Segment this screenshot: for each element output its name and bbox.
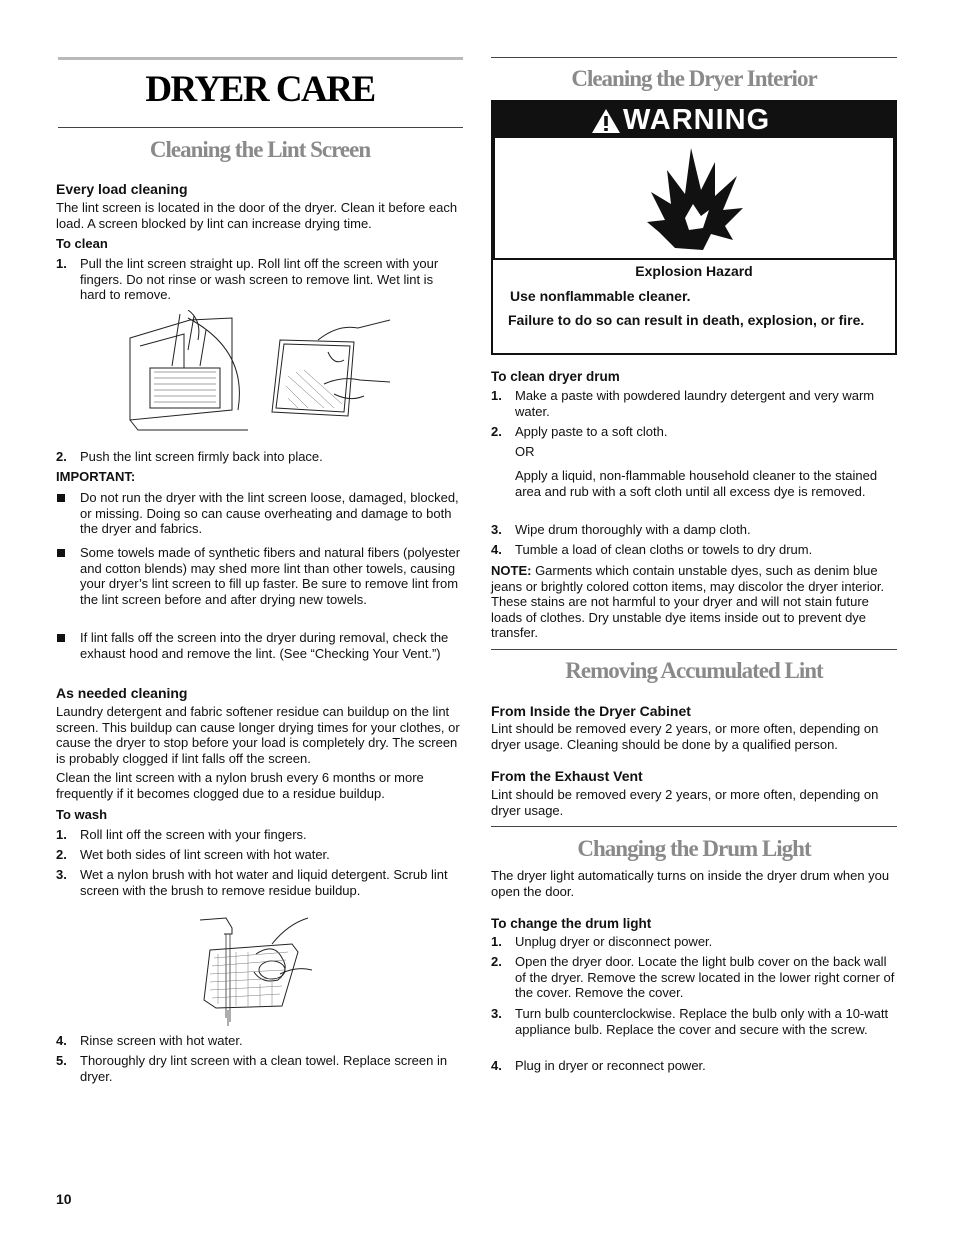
step-text: Unplug dryer or disconnect power. xyxy=(515,934,713,949)
note-label: NOTE: xyxy=(491,563,532,578)
bullet-text: If lint falls off the screen into the dryer during removal, check the exhaust hood and remove the lint. (See “Checking Your Vent.”) xyxy=(80,630,449,661)
square-bullet-icon xyxy=(57,549,65,557)
as-needed-text-2: Clean the lint screen with a nylon brush every 6 months or more frequently if it becomes clogged due to a residue buildup. xyxy=(56,770,424,801)
as-needed-text: Laundry detergent and fabric softener residue can buildup on the lint screen. This buildup can cause longer drying times for your clothes, or cause the dryer to stop before your load is completely dry. The screen is probably clogged if lint falls off the screen. xyxy=(56,704,460,766)
drum-light-text: The dryer light automatically turns on inside the dryer drum when you open the door. xyxy=(491,868,890,899)
step-number: 3. xyxy=(491,522,502,537)
step-number: 2. xyxy=(491,424,502,439)
step-number: 1. xyxy=(56,256,67,271)
step-number: 3. xyxy=(56,867,67,882)
top-rule-right xyxy=(491,57,897,58)
to-wash-label: To wash xyxy=(56,807,108,822)
warning-box xyxy=(491,100,897,355)
section-rule xyxy=(491,649,897,650)
alt-method-text: Apply a liquid, non-flammable household cleaner to the stained area and rub with a soft cloth until all excess dye is removed. xyxy=(515,468,878,499)
list-item xyxy=(491,522,897,538)
step-text: Push the lint screen firmly back into place. xyxy=(80,449,323,464)
step-text: Open the dryer door. Locate the light bulb cover on the back wall of the dryer. Remove the screw located in the lower right corner of the cover. Remove the cover. xyxy=(515,954,895,1000)
step-number: 5. xyxy=(56,1053,67,1068)
list-item xyxy=(491,934,897,950)
step-text: Turn bulb counterclockwise. Replace the bulb only with a 10-watt appliance bulb. Replace the cover and secure with the screw. xyxy=(515,1006,889,1037)
bullet-item xyxy=(56,490,462,538)
step-number: 2. xyxy=(56,449,67,464)
hazard-title: Explosion Hazard xyxy=(635,263,753,279)
step-text: Apply paste to a soft cloth. xyxy=(515,424,668,439)
lint-screen-removal-illustration xyxy=(128,310,394,440)
as-needed-heading: As needed cleaning xyxy=(56,685,188,701)
step-text: Tumble a load of clean cloths or towels to dry drum. xyxy=(515,542,813,557)
step-text: Rinse screen with hot water. xyxy=(80,1033,243,1048)
or-text: OR xyxy=(515,444,535,459)
step-text: Pull the lint screen straight up. Roll lint off the screen with your fingers. Do not rinse or wash screen to remove lint. Wet lint is hard to remove. xyxy=(80,256,439,302)
list-item xyxy=(491,424,897,440)
every-load-heading: Every load cleaning xyxy=(56,181,188,197)
square-bullet-icon xyxy=(57,634,65,642)
section-rule xyxy=(491,826,897,827)
accumulated-heading: Removing Accumulated Lint xyxy=(565,658,823,683)
bullet-text: Some towels made of synthetic fibers and natural fibers (polyester and cotton blends) may shed more lint than other towels, causing your dryer’s lint screen to fill up faster. Be sure to remove lint from the lint screen before and after drying new towels. xyxy=(80,545,461,607)
step-number: 4. xyxy=(56,1033,67,1048)
lint-screen-heading: Cleaning the Lint Screen xyxy=(149,137,371,162)
important-label: IMPORTANT: xyxy=(56,469,136,484)
drum-light-label: To change the drum light xyxy=(491,916,652,931)
step-text: Wet a nylon brush with hot water and liquid detergent. Scrub lint screen with the brush to remove residue buildup. xyxy=(80,867,448,898)
step-number: 1. xyxy=(56,827,67,842)
list-item xyxy=(56,827,462,843)
list-item xyxy=(491,1058,897,1074)
warning-word: WARNING xyxy=(623,104,771,136)
page-title: DRYER CARE xyxy=(145,69,375,110)
list-item xyxy=(56,256,462,304)
list-item xyxy=(56,1053,462,1085)
note-text: Garments which contain unstable dyes, such as denim blue jeans or brightly colored cotton items, may discolor the dryer interior. These stains are not harmful to your dryer and will not stain future loads of clothes. Dry unstable dye items inside out to prevent dye transfer. xyxy=(491,563,885,640)
explosion-icon xyxy=(645,148,745,252)
step-number: 2. xyxy=(491,954,502,969)
note-paragraph xyxy=(491,563,897,641)
bullet-text: Do not run the dryer with the lint screen loose, damaged, blocked, or missing. Doing so can cause overheating and damage to both the dryer and fabrics. xyxy=(80,490,459,536)
bullet-item xyxy=(56,545,462,625)
cabinet-text: Lint should be removed every 2 years, or more often, depending on dryer usage. Cleaning should be done by a qualified person. xyxy=(491,721,879,752)
step-text: Plug in dryer or reconnect power. xyxy=(515,1058,706,1073)
warning-triangle-icon xyxy=(591,108,621,134)
step-number: 4. xyxy=(491,1058,502,1073)
warning-line-1: Use nonflammable cleaner. xyxy=(510,288,691,304)
square-bullet-icon xyxy=(57,494,65,502)
step-text: Wipe drum thoroughly with a damp cloth. xyxy=(515,522,751,537)
cabinet-heading: From Inside the Dryer Cabinet xyxy=(491,703,691,719)
vent-text: Lint should be removed every 2 years, or more often, depending on dryer usage. xyxy=(491,787,879,818)
step-number: 1. xyxy=(491,934,502,949)
step-number: 4. xyxy=(491,542,502,557)
to-clean-label: To clean xyxy=(56,236,108,251)
step-text: Wet both sides of lint screen with hot water. xyxy=(80,847,330,862)
lint-screen-washing-illustration xyxy=(196,914,312,1028)
step-text: Thoroughly dry lint screen with a clean towel. Replace screen in dryer. xyxy=(80,1053,448,1084)
top-rule-left xyxy=(58,57,463,60)
list-item xyxy=(491,542,897,558)
drum-label: To clean dryer drum xyxy=(491,369,620,384)
warning-line-2: Failure to do so can result in death, explosion, or fire. xyxy=(508,312,865,328)
list-item xyxy=(491,954,897,1002)
page-number: 10 xyxy=(56,1191,72,1207)
list-item xyxy=(56,449,462,465)
warning-header xyxy=(493,102,895,138)
step-number: 2. xyxy=(56,847,67,862)
drum-light-heading: Changing the Drum Light xyxy=(577,836,811,861)
list-item xyxy=(491,1006,897,1054)
list-item xyxy=(491,388,897,420)
every-load-text: The lint screen is located in the door of the dryer. Clean it before each load. A screen blocked by lint can increase drying time. xyxy=(56,200,458,231)
step-text: Roll lint off the screen with your fingers. xyxy=(80,827,307,842)
step-number: 1. xyxy=(491,388,502,403)
vent-heading: From the Exhaust Vent xyxy=(491,768,643,784)
section-rule xyxy=(58,127,463,128)
bullet-item xyxy=(56,630,462,678)
list-item xyxy=(56,847,462,863)
step-number: 3. xyxy=(491,1006,502,1021)
warning-symbol-panel xyxy=(493,138,895,260)
step-text: Make a paste with powdered laundry detergent and very warm water. xyxy=(515,388,875,419)
list-item xyxy=(56,1033,462,1049)
list-item xyxy=(56,867,462,899)
interior-heading: Cleaning the Dryer Interior xyxy=(571,66,817,91)
